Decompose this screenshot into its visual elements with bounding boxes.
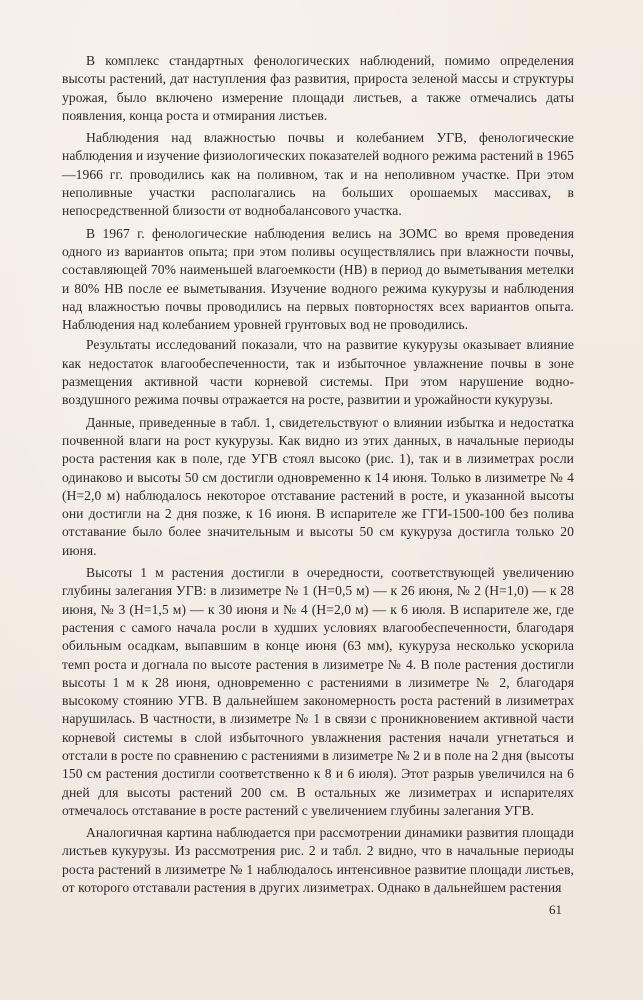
paragraph-table-1-data: Данные, приведенные в табл. 1, свидетельствуют о влиянии избытка и недостатка почвенной влаги на рост кукурузы. Как видно из этих данных, в начальные периоды роста растения как в поле, где УГВ стоял высоко (рис. 1), так и в лизиметрах росли одинаково и высоты 50 см достигли одновременно к 14 июня. Только в лизиметре № 4 (H=2,0 м) наблюдалось некоторое отставание растений в росте, и указанной высоты они достигли на 2 дня позже, к 16 июня. В испарителе же ГГИ-1500-100 без полива отставание было более значительным и высоты 50 см кукуруза достигла только 20 июня. [62,414,574,558]
paragraph-observations-1967: В 1967 г. фенологические наблюдения велись на ЗОМС во время проведения одного из вариантов опыта; при этом поливы осуществлялись при влажности почвы, составляющей 70% наименьшей влагоемкости (НВ) в период до выметывания метелки и 80% НВ после ее выметывания. Изучение водного режима кукурузы и наблюдения над влажностью почвы проводились на первых повторностях всех вариантов опыта. Наблюдения над колебанием уровней грунтовых вод не проводились. [62,225,574,333]
paragraph-research-results: Результаты исследований показали, что на развитие кукурузы оказывает влияние как недостаток влагообеспеченности, так и избыточное увлажнение почвы в зоне размещения активной части корневой системы. При этом нарушение водно-воздушного режима почвы отражается на росте, развитии и урожайности кукурузы. [62,337,574,408]
paragraph-leaf-area: Аналогичная картина наблюдается при рассмотрении динамики развития площади листьев кукурузы. Из рассмотрения рис. 2 и табл. 2 видно, что в начальные периоды роста растений в лизиметре № 1 наблюдалось интенсивное развитие площади листьев, от которого отставали растения в других лизиметрах. Однако в дальнейшем растения [62,825,574,896]
page-number: 61 [549,902,562,917]
paragraph-height-1m: Высоты 1 м растения достигли в очередности, соответствующей увеличению глубины залегания УГВ: в лизиметре № 1 (H=0,5 м) — к 26 июня, № 2 (H=1,0) — к 28 июня, № 3 (H=1,5 м) — к 30 июня и № 4 (H=2,0 м) — к 6 июля. В испарителе же, где растения с самого начала росли в худших условиях влагообеспеченности, благодаря обильным осадкам, выпавшим в конце июня (63 мм), кукуруза несколько ускорила темп роста и догнала по высоте растения в лизиметре № 4. В поле растения достигли высоты 1 м к 28 июня, одновременно с растениями в лизиметре № 2, благодаря высокому стоянию УГВ. В дальнейшем закономерность роста растений в лизиметрах нарушилась. В частности, в лизиметре № 1 в связи с проникновением активной части корневой системы в слой избыточного увлажнения растения начали угнетаться и отстали в росте по сравнению с растениями в лизиметре № 2 и в поле на 2 дня (высоты 150 см растения достигли соответственно к 8 и 6 июля). Этот разрыв увеличился на 6 дней для высоты растений 200 см. В остальных же лизиметрах и испарителях отмечалось отставание в росте растений с увеличением глубины залегания УГВ. [62,565,574,818]
paragraph-observations-1965-1966: Наблюдения над влажностью почвы и колебанием УГВ, фенологические наблюдения и изучение физиологических показателей водного режима растений в 1965—1966 гг. проводились как на поливном, так и на неполивном участке. При этом неполивные участки располагались на больших орошаемых массивах, в непосредственной близости от воднобалансового участка. [62,130,574,219]
paragraph-phenology-program: В комплекс стандартных фенологических наблюдений, помимо определения высоты растений, дат наступления фаз развития, прироста зеленой массы и структуры урожая, было включено измерение площади листьев, а также отмечались даты появления, конца роста и отмирания листьев. [62,53,574,123]
body-text [62,52,574,901]
